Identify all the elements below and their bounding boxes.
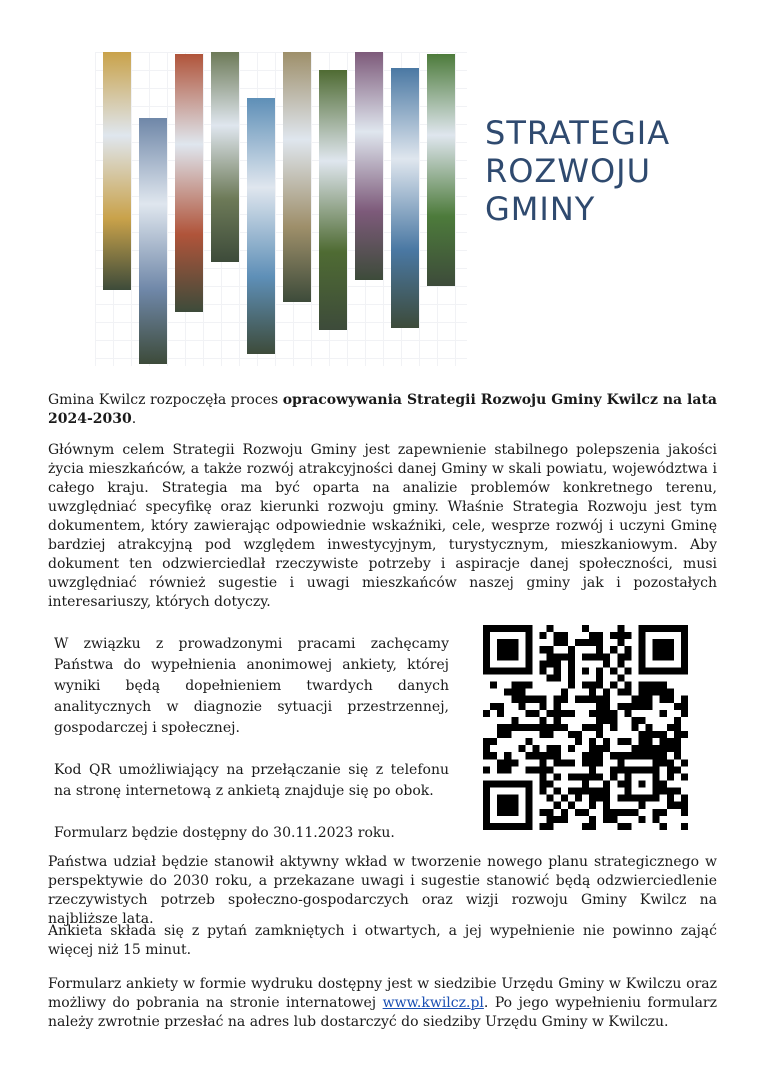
banner-photo-strip: [139, 118, 167, 364]
intro-lead: Gmina Kwilcz rozpoczęła proces: [48, 392, 283, 408]
banner-photo-strip: [247, 98, 275, 354]
qr-explanation: Kod QR umożliwiający na przełączanie się z telefonu na stronę internetową z ankietą znajduje się po obok.: [54, 762, 449, 799]
form-text-after-link: . Po jego wypełnieniu formularz należy zwrotnie przesłać na adres lub dostarczyć do siedziby Urzędu Gminy w Kwilczu.: [48, 995, 717, 1030]
intro-end: .: [131, 411, 137, 427]
form-text-before-link: Formularz ankiety w formie wydruku dostępny jest w siedzibie Urzędu Gminy w Kwilczu oraz możliwy do pobrania na stronie internatowej: [48, 976, 717, 1011]
qr-code[interactable]: [483, 625, 688, 830]
banner-title-line-1: STRATEGIA: [485, 114, 671, 152]
banner-photo-collage: [95, 52, 467, 366]
banner-photo-strip: [103, 52, 131, 290]
banner-title-line-3: GMINY: [485, 190, 596, 228]
form-availability: Formularz będzie dostępny do 30.11.2023 roku.: [54, 825, 395, 841]
banner-photo-strip: [319, 70, 347, 330]
kwilcz-website-link[interactable]: www.kwilcz.pl: [382, 995, 484, 1011]
banner-title: [485, 114, 671, 228]
intro-paragraph: [48, 391, 717, 429]
banner-photo-strip: [283, 52, 311, 302]
survey-length-paragraph: Ankieta składa się z pytań zamkniętych i otwartych, a jej wypełnienie nie powinno zająć więcej niż 15 minut.: [48, 923, 717, 958]
main-paragraph: Głównym celem Strategii Rozwoju Gminy jest zapewnienie stabilnego polepszenia jakości życia mieszkańców, a także rozwój atrakcyjności danej Gminy w skali powiatu, województwa i całego kraju. Strategia ma być oparta na analizie problemów konkretnego terenu, uwzględniać specyfikę oraz kierunki rozwoju gminy. Właśnie Strategia Rozwoju jest tym dokumentem, który zawierając odpowiednie wskaźniki, cele, wesprze rozwój i uczyni Gminę bardziej atrakcyjną pod względem inwestycyjnym, turystycznym, mieszkaniowym. Aby dokument ten odzwierciedlał rzeczywiste potrzeby i aspiracje danej społeczności, musi uwzględniać również sugestie i uwagi mieszkańców naszej gminy jak i pozostałych interesariuszy, których dotyczy.: [48, 442, 717, 610]
qr-section-text: [54, 634, 449, 844]
banner-title-line-2: ROZWOJU: [485, 152, 652, 190]
banner-photo-strip: [427, 54, 455, 286]
banner-photo-strip: [391, 68, 419, 328]
form-paragraph: [48, 975, 717, 1032]
strategy-banner: [95, 52, 671, 366]
banner-photo-strip: [211, 52, 239, 262]
banner-photo-strip: [355, 52, 383, 280]
participation-paragraph: Państwa udział będzie stanowił aktywny wkład w tworzenie nowego planu strategicznego w perspektywie do 2030 roku, a przekazane uwagi i sugestie stanowić będą odzwierciedlenie rzeczywistych potrzeb społeczno-gospodarczych oraz wizji rozwoju Gminy Kwilcz na najbliższe lata.: [48, 854, 717, 927]
banner-photo-strip: [175, 54, 203, 312]
intro-bold: opracowywania Strategii Rozwoju Gminy Kwilcz na lata 2024-2030: [48, 392, 717, 427]
survey-invitation: W związku z prowadzonymi pracami zachęcamy Państwa do wypełnienia anonimowej ankiety, której wyniki będą dopełnieniem twardych danych analitycznych w diagnozie sytuacji przestrzennej, gospodarczej i społecznej.: [54, 636, 449, 736]
